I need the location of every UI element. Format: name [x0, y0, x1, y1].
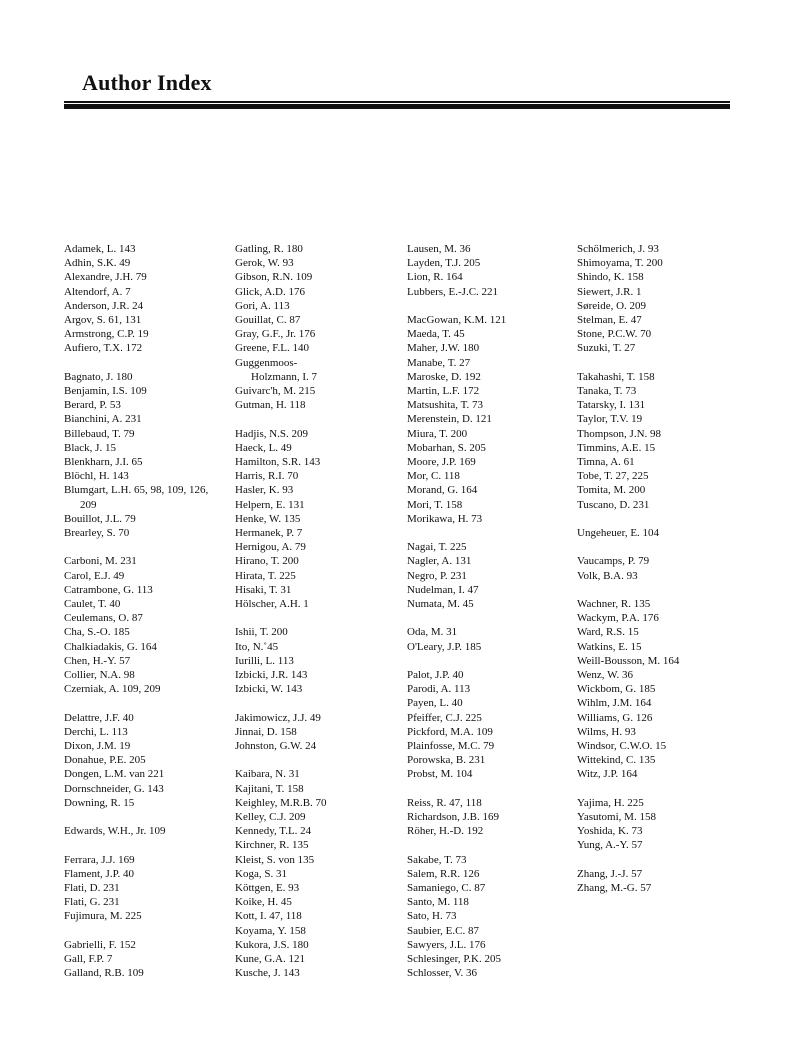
index-entry: Manabe, T. 27 — [407, 356, 471, 369]
index-entry: Fujimura, M. 225 — [64, 910, 142, 923]
index-entry: Bouillot, J.L. 79 — [64, 512, 136, 525]
index-entry: Ishii, T. 200 — [235, 626, 288, 639]
index-entry: Weill-Bousson, M. 164 — [577, 654, 680, 667]
index-entry: Schlesinger, P.K. 205 — [407, 953, 501, 966]
index-entry: Gibson, R.N. 109 — [235, 271, 313, 284]
index-entry: Probst, M. 104 — [407, 768, 473, 781]
index-entry: Oda, M. 31 — [407, 626, 458, 639]
index-entry: Sawyers, J.L. 176 — [407, 938, 486, 951]
index-entry: Gutman, H. 118 — [235, 399, 306, 412]
index-entry: Blöchl, H. 143 — [64, 470, 129, 483]
index-entry: Catrambone, G. 113 — [64, 583, 153, 596]
index-entry: Jinnai, D. 158 — [235, 725, 297, 738]
index-entry: Anderson, J.R. 24 — [64, 299, 144, 312]
index-entry: Johnston, G.W. 24 — [235, 740, 317, 753]
index-entry: Ito, N.˚45 — [235, 640, 279, 653]
index-entry: Mori, T. 158 — [407, 498, 463, 511]
index-entry: Gori, A. 113 — [235, 299, 290, 312]
index-column-1 — [64, 242, 239, 980]
index-entry: Flati, G. 231 — [64, 896, 120, 909]
index-entry: Pickford, M.A. 109 — [407, 725, 493, 738]
index-entry: Ceulemans, O. 87 — [64, 612, 143, 625]
index-column-2 — [235, 242, 410, 981]
index-entry: Santo, M. 118 — [407, 896, 469, 909]
index-entry: Stone, P.C.W. 70 — [577, 328, 652, 341]
index-entry: Dongen, L.M. van 221 — [64, 768, 165, 781]
index-entry: Stelman, E. 47 — [577, 314, 642, 327]
index-entry: Yoshida, K. 73 — [577, 825, 643, 838]
index-entry: Watkins, E. 15 — [577, 640, 642, 653]
index-entry: Martin, L.F. 172 — [407, 385, 480, 398]
index-entry: Kleist, S. von 135 — [235, 853, 315, 866]
index-entry: O'Leary, J.P. 185 — [407, 640, 482, 653]
index-entry: Tuscano, D. 231 — [577, 498, 650, 511]
index-entry: Helpern, E. 131 — [235, 498, 305, 511]
index-entry: Guggenmoos- — [235, 356, 298, 369]
index-entry: Aufiero, T.X. 172 — [64, 342, 143, 355]
index-entry: Timna, A. 61 — [577, 456, 635, 469]
index-entry: Kott, I. 47, 118 — [235, 910, 302, 923]
index-entry: Billebaud, T. 79 — [64, 427, 135, 440]
index-entry: Haeck, L. 49 — [235, 441, 292, 454]
index-entry: Nudelman, I. 47 — [407, 583, 479, 596]
index-entry: Zhang, M.-G. 57 — [577, 882, 652, 895]
index-entry: Nagler, A. 131 — [407, 555, 472, 568]
index-entry: Koga, S. 31 — [235, 867, 287, 880]
index-entry: Keighley, M.R.B. 70 — [235, 796, 327, 809]
index-entry: Guivarc'h, M. 215 — [235, 385, 316, 398]
index-entry: Kaibara, N. 31 — [235, 768, 300, 781]
index-entry: Iurilli, L. 113 — [235, 654, 294, 667]
index-entry: Wickbom, G. 185 — [577, 683, 656, 696]
index-entry: Adhin, S.K. 49 — [64, 257, 131, 270]
index-entry: Thompson, J.N. 98 — [577, 427, 662, 440]
index-entry: Palot, J.P. 40 — [407, 669, 464, 682]
index-entry: Matsushita, T. 73 — [407, 399, 483, 412]
index-entry: Hamilton, S.R. 143 — [235, 456, 321, 469]
index-entry: Kajitani, T. 158 — [235, 782, 304, 795]
index-entry: Wackym, P.A. 176 — [577, 612, 659, 625]
index-entry: Edwards, W.H., Jr. 109 — [64, 825, 166, 838]
index-entry: Ungeheuer, E. 104 — [577, 527, 660, 540]
index-column-3 — [407, 242, 582, 980]
index-entry: Bianchini, A. 231 — [64, 413, 142, 426]
index-entry: Hirano, T. 200 — [235, 555, 299, 568]
index-entry: Ward, R.S. 15 — [577, 626, 639, 639]
index-entry: Gabrielli, F. 152 — [64, 938, 136, 951]
index-entry: Dornschneider, G. 143 — [64, 782, 164, 795]
index-entry: Yung, A.-Y. 57 — [577, 839, 643, 852]
index-entry: Takahashi, T. 158 — [577, 370, 655, 383]
index-entry: Wenz, W. 36 — [577, 669, 633, 682]
index-entry: Gerok, W. 93 — [235, 257, 294, 270]
title-rule-thick — [64, 104, 730, 109]
index-entry: Collier, N.A. 98 — [64, 669, 135, 682]
index-entry: Hasler, K. 93 — [235, 484, 294, 497]
index-entry: Wihlm, J.M. 164 — [577, 697, 652, 710]
index-entry: Williams, G. 126 — [577, 711, 653, 724]
index-entry: Mor, C. 118 — [407, 470, 460, 483]
index-entry: Miura, T. 200 — [407, 427, 468, 440]
index-entry: Suzuki, T. 27 — [577, 342, 636, 355]
index-entry: Pfeiffer, C.J. 225 — [407, 711, 482, 724]
index-entry: Flati, D. 231 — [64, 882, 120, 895]
index-entry: Dixon, J.M. 19 — [64, 740, 131, 753]
index-entry: Payen, L. 40 — [407, 697, 463, 710]
index-column-4 — [577, 242, 752, 895]
index-entry: Wilms, H. 93 — [577, 725, 636, 738]
index-entry: Gray, G.F., Jr. 176 — [235, 328, 316, 341]
index-entry: Kukora, J.S. 180 — [235, 938, 309, 951]
index-entry: Gouillat, C. 87 — [235, 314, 301, 327]
index-entry: Galland, R.B. 109 — [64, 967, 144, 980]
index-entry: Schlosser, V. 36 — [407, 967, 478, 980]
index-entry: Donahue, P.E. 205 — [64, 754, 146, 767]
index-entry: Sato, H. 73 — [407, 910, 457, 923]
index-entry: Chalkiadakis, G. 164 — [64, 640, 157, 653]
index-entry: Lubbers, E.-J.C. 221 — [407, 285, 499, 298]
index-entry: Carol, E.J. 49 — [64, 569, 125, 582]
index-entry: Parodi, A. 113 — [407, 683, 471, 696]
index-entry: Röher, H.-D. 192 — [407, 825, 484, 838]
index-entry: Saubier, E.C. 87 — [407, 924, 479, 937]
index-entry: Numata, M. 45 — [407, 598, 474, 611]
index-entry: Jakimowicz, J.J. 49 — [235, 711, 321, 724]
index-entry: Lion, R. 164 — [407, 271, 463, 284]
index-entry: Yajima, H. 225 — [577, 796, 644, 809]
index-entry: Windsor, C.W.O. 15 — [577, 740, 667, 753]
index-entry: MacGowan, K.M. 121 — [407, 314, 507, 326]
index-entry: Shindo, K. 158 — [577, 271, 644, 284]
index-entry: Alexandre, J.H. 79 — [64, 271, 147, 284]
title-rule-thin — [64, 101, 730, 103]
index-entry: Henke, W. 135 — [235, 512, 301, 525]
index-entry: Izbicki, W. 143 — [235, 683, 303, 696]
index-entry: Hermanek, P. 7 — [235, 527, 303, 540]
index-entry: Taylor, T.V. 19 — [577, 413, 643, 426]
index-entry: Armstrong, C.P. 19 — [64, 328, 149, 341]
index-entry: Moore, J.P. 169 — [407, 456, 476, 469]
index-entry: Bagnato, J. 180 — [64, 370, 133, 383]
index-entry: Hisaki, T. 31 — [235, 583, 292, 596]
index-entry: Kusche, J. 143 — [235, 967, 300, 980]
index-entry: Koyama, Y. 158 — [235, 924, 306, 937]
index-entry: Caulet, T. 40 — [64, 598, 121, 611]
index-entry: Adamek, L. 143 — [64, 243, 136, 255]
index-entry: Greene, F.L. 140 — [235, 342, 309, 355]
index-entry: Benjamin, I.S. 109 — [64, 385, 147, 398]
index-entry: Siewert, J.R. 1 — [577, 285, 642, 298]
index-entry: Argov, S. 61, 131 — [64, 314, 142, 327]
index-entry: Maroske, D. 192 — [407, 370, 481, 383]
index-entry: Layden, T.J. 205 — [407, 257, 481, 270]
index-entry: Salem, R.R. 126 — [407, 867, 480, 880]
index-entry: Kennedy, T.L. 24 — [235, 825, 312, 838]
index-entry: Vaucamps, P. 79 — [577, 555, 650, 568]
index-entry: Wachner, R. 135 — [577, 598, 651, 611]
index-entry: Köttgen, E. 93 — [235, 882, 300, 895]
index-entry-continuation: 209 — [80, 498, 97, 511]
index-entry: Chen, H.-Y. 57 — [64, 654, 131, 667]
index-entry: Plainfosse, M.C. 79 — [407, 740, 495, 753]
index-entry: Black, J. 15 — [64, 441, 116, 454]
index-entry: Kune, G.A. 121 — [235, 953, 305, 966]
index-entry: Tobe, T. 27, 225 — [577, 470, 649, 483]
index-entry: Mobarhan, S. 205 — [407, 441, 486, 454]
index-entry: Timmins, A.E. 15 — [577, 441, 656, 454]
index-entry: Delattre, J.F. 40 — [64, 711, 134, 724]
index-entry: Berard, P. 53 — [64, 399, 121, 412]
index-entry: Schölmerich, J. 93 — [577, 243, 659, 255]
index-entry: Altendorf, A. 7 — [64, 285, 131, 298]
index-entry: Samaniego, C. 87 — [407, 882, 486, 895]
index-entry: Carboni, M. 231 — [64, 555, 137, 568]
index-entry: Maher, J.W. 180 — [407, 342, 480, 355]
index-entry: Blenkharn, J.I. 65 — [64, 456, 143, 469]
index-entry: Morand, G. 164 — [407, 484, 478, 497]
index-entry: Harris, R.I. 70 — [235, 470, 299, 483]
index-entry: Witz, J.P. 164 — [577, 768, 638, 781]
index-entry: Søreide, O. 209 — [577, 299, 647, 312]
index-entry: Blumgart, L.H. 65, 98, 109, 126, — [64, 484, 209, 497]
index-entry: Porowska, B. 231 — [407, 754, 486, 767]
index-entry: Shimoyama, T. 200 — [577, 257, 663, 270]
index-entry: Flament, J.P. 40 — [64, 867, 134, 880]
index-entry: Koike, H. 45 — [235, 896, 292, 909]
index-entry: Brearley, S. 70 — [64, 527, 130, 540]
index-entry: Negro, P. 231 — [407, 569, 467, 582]
index-entry: Hernigou, A. 79 — [235, 541, 306, 554]
index-entry: Nagai, T. 225 — [407, 541, 467, 554]
index-entry: Wittekind, C. 135 — [577, 754, 656, 767]
index-entry: Glick, A.D. 176 — [235, 285, 305, 298]
index-entry: Tomita, M. 200 — [577, 484, 646, 497]
page-title: Author Index — [82, 70, 212, 95]
index-entry-continuation: Holzmann, I. 7 — [251, 370, 317, 383]
index-entry: Izbicki, J.R. 143 — [235, 669, 308, 682]
index-entry: Tatarsky, I. 131 — [577, 399, 646, 412]
index-entry: Cha, S.-O. 185 — [64, 626, 130, 639]
index-entry: Morikawa, H. 73 — [407, 512, 483, 525]
index-entry: Hadjis, N.S. 209 — [235, 427, 309, 440]
index-entry: Derchi, L. 113 — [64, 725, 128, 738]
index-entry: Sakabe, T. 73 — [407, 853, 467, 866]
index-entry: Tanaka, T. 73 — [577, 385, 637, 398]
index-entry: Volk, B.A. 93 — [577, 569, 638, 582]
index-entry: Gall, F.P. 7 — [64, 953, 113, 966]
index-entry: Ferrara, J.J. 169 — [64, 853, 135, 866]
index-entry: Hölscher, A.H. 1 — [235, 598, 309, 611]
index-entry: Czerniak, A. 109, 209 — [64, 683, 161, 696]
index-entry: Yasutomi, M. 158 — [577, 811, 656, 824]
index-entry: Lausen, M. 36 — [407, 243, 471, 255]
index-entry: Gatling, R. 180 — [235, 243, 303, 255]
index-entry: Kelley, C.J. 209 — [235, 811, 306, 824]
index-entry: Richardson, J.B. 169 — [407, 811, 499, 824]
index-entry: Downing, R. 15 — [64, 796, 135, 809]
index-entry: Reiss, R. 47, 118 — [407, 796, 482, 809]
index-entry: Kirchner, R. 135 — [235, 839, 309, 852]
index-entry: Maeda, T. 45 — [407, 328, 465, 341]
index-entry: Hirata, T. 225 — [235, 569, 296, 582]
index-entry: Merenstein, D. 121 — [407, 413, 492, 426]
index-entry: Zhang, J.-J. 57 — [577, 867, 643, 880]
